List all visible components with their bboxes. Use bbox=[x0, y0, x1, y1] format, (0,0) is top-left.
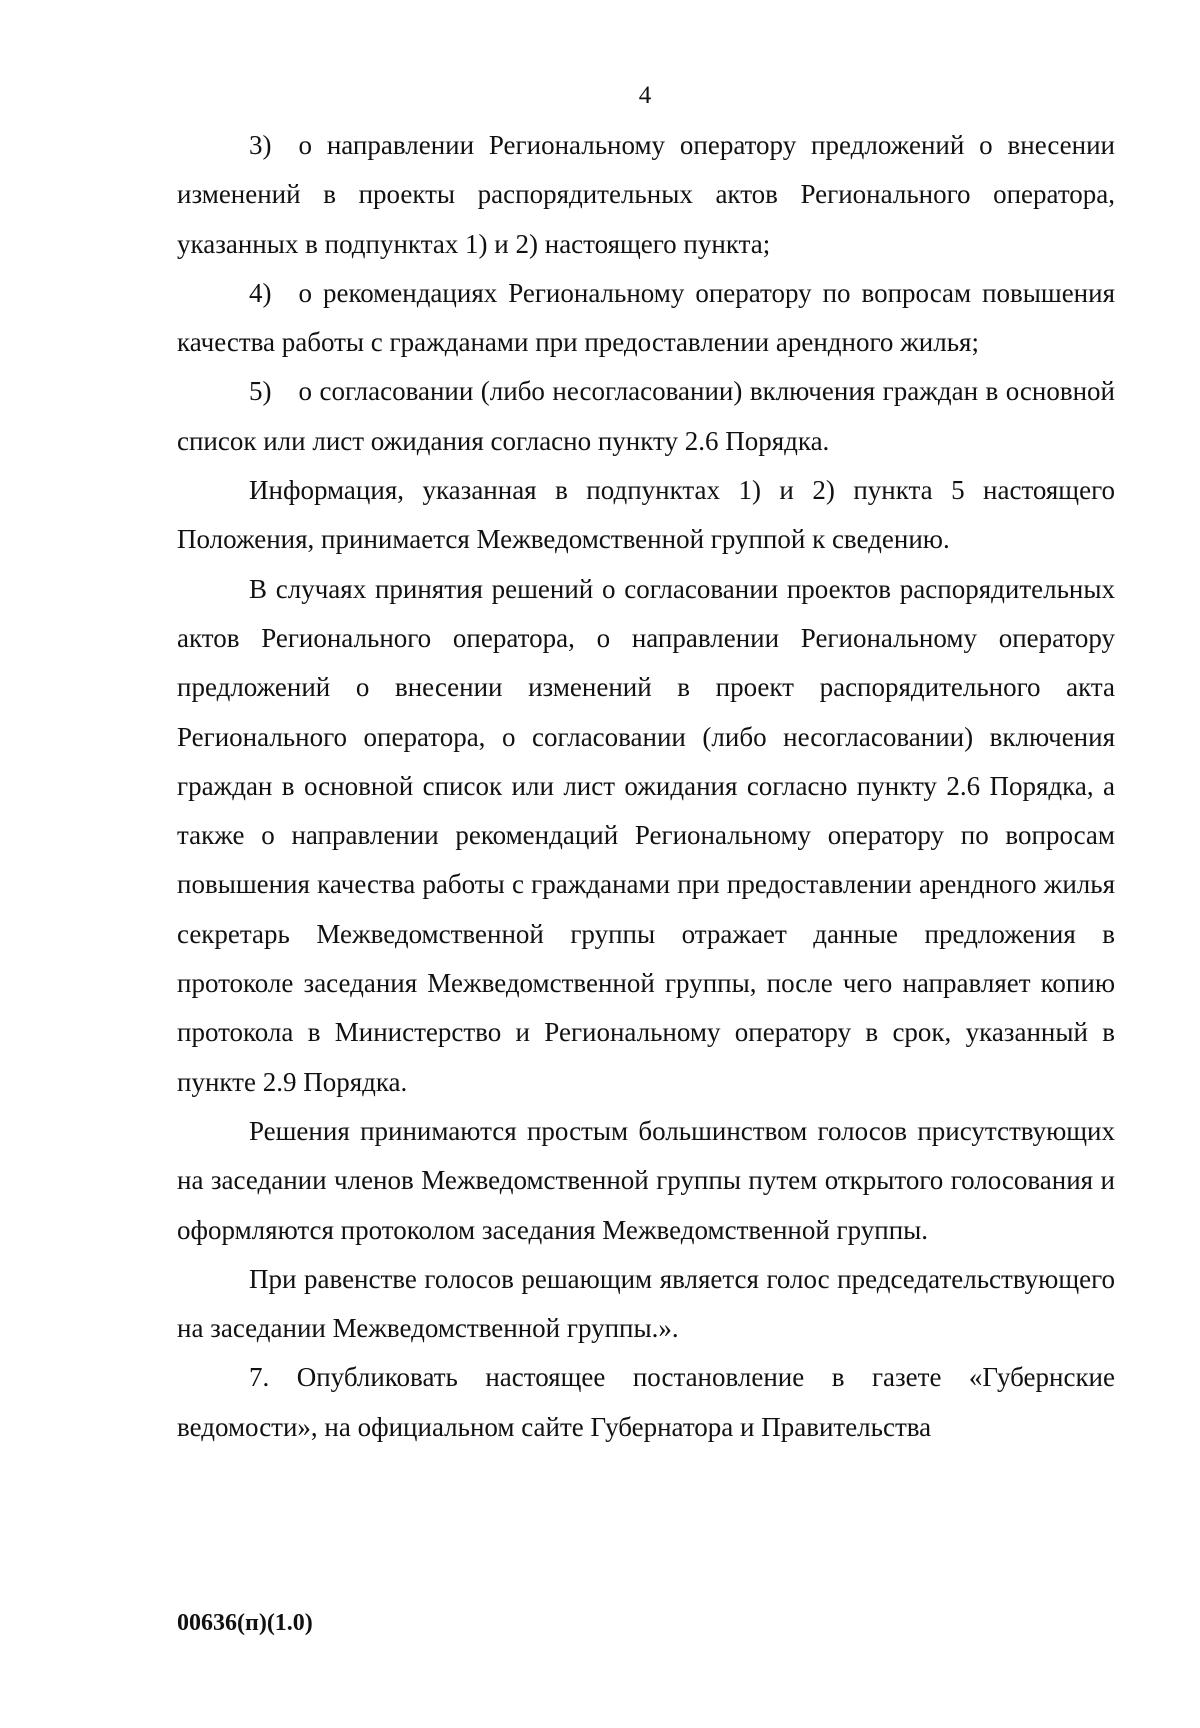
paragraph-information: Информация, указанная в подпунктах 1) и 2) пункта 5 настоящего Положения, принимается Межведомственной группой к сведению. bbox=[177, 475, 1115, 555]
paragraph-decisions: Решения принимаются простым большинством голосов присутствующих на заседании членов Межведомственной группы путем открытого голосования и оформляются протоколом заседания Межведомственной группы. bbox=[177, 1115, 1115, 1245]
paragraph-item-3: 3) о направлении Региональному оператору предложений о внесении изменений в проекты распорядительных актов Регионального оператора, указанных в подпунктах 1) и 2) настоящего пункта; bbox=[177, 130, 1115, 259]
document-code: 00636(п)(1.0) bbox=[177, 1610, 313, 1636]
paragraph-tie-vote: При равенстве голосов решающим является голос председательствующего на заседании Межведомственной группы.». bbox=[177, 1263, 1115, 1344]
document-body bbox=[177, 121, 1115, 1452]
paragraph-cases: В случаях принятия решений о согласовании проектов распорядительных актов Регионального оператора, о направлении Региональному оператору предложений о внесении изменений в проект распорядительного акта Регионального оператора, о согласовании (либо несогласовании) включения граждан в основной список или лист ожидания согласно пункту 2.6 Порядка, а также о направлении рекомендаций Региональному оператору по вопросам повышения качества работы с гражданами при предоставлении арендного жилья секретарь Межведомственной группы отражает данные предложения в протоколе заседания Межведомственной группы, после чего направляет копию протокола в Министерство и Региональному оператору в срок, указанный в пункте 2.9 Порядка. bbox=[177, 573, 1115, 1097]
paragraph-item-5: 5) о согласовании (либо несогласовании) включения граждан в основной список или лист ожидания согласно пункту 2.6 Порядка. bbox=[177, 376, 1115, 456]
paragraph-item-4: 4) о рекомендациях Региональному оператору по вопросам повышения качества работы с гражданами при предоставлении арендного жилья; bbox=[177, 277, 1115, 358]
page-number: 4 bbox=[638, 82, 652, 109]
paragraph-publish: 7. Опубликовать настоящее постановление в газете «Губернские ведомости», на официальном сайте Губернатора и Правительства bbox=[177, 1362, 1115, 1442]
